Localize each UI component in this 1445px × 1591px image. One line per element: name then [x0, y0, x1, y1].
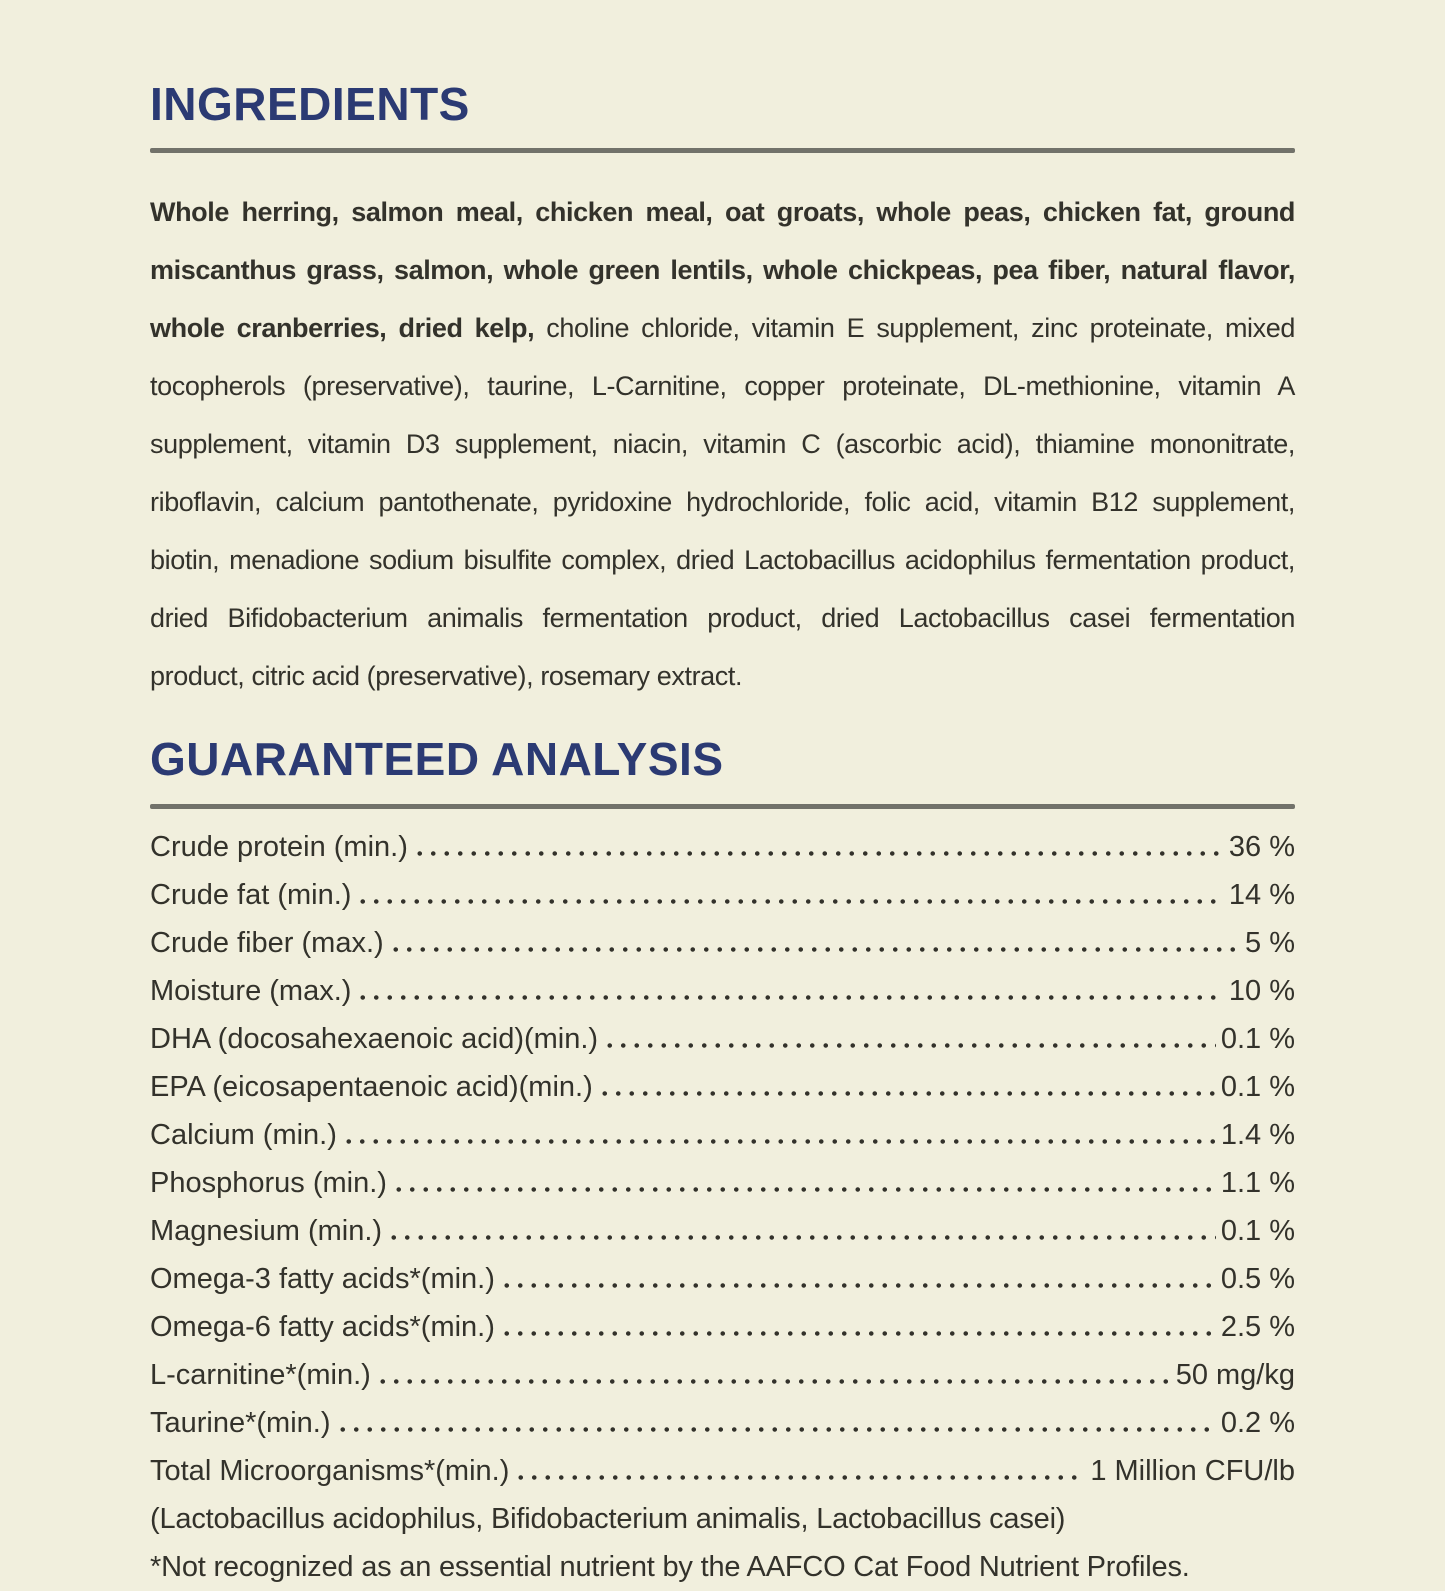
analysis-row: [150, 1399, 1295, 1447]
dot-leader: [500, 1283, 1216, 1288]
analysis-row-label: L-carnitine*(min.): [150, 1358, 371, 1391]
dot-leader: [356, 899, 1223, 904]
analysis-row-value: 0.5 %: [1220, 1262, 1295, 1295]
ingredients-heading: INGREDIENTS: [150, 78, 470, 130]
analysis-row-value: 0.1 %: [1220, 1070, 1295, 1103]
analysis-row: [150, 1015, 1295, 1063]
analysis-row-label: Crude protein (min.): [150, 830, 408, 863]
analysis-row-label: Taurine*(min.): [150, 1406, 331, 1439]
analysis-row: [150, 823, 1295, 871]
ingredients-paragraph: [150, 183, 1295, 705]
aafco-footnote: *Not recognized as an essential nutrient by the AAFCO Cat Food Nutrient Profiles.: [150, 1550, 1190, 1583]
analysis-row: [150, 919, 1295, 967]
analysis-row-value: 10 %: [1228, 974, 1295, 1007]
dot-leader: [413, 851, 1224, 856]
analysis-row-value: 1 Million CFU/lb: [1090, 1454, 1295, 1487]
analysis-row-label: EPA (eicosapentaenoic acid)(min.): [150, 1070, 593, 1103]
analysis-row: [150, 1255, 1295, 1303]
dot-leader: [376, 1379, 1171, 1384]
microorganisms-note: (Lactobacillus acidophilus, Bifidobacterium animalis, Lactobacillus casei): [150, 1502, 1066, 1535]
analysis-row-label: Crude fiber (max.): [150, 926, 384, 959]
analysis-row-value: 0.2 %: [1220, 1406, 1295, 1439]
analysis-row-label: Omega-6 fatty acids*(min.): [150, 1310, 495, 1343]
analysis-row: [150, 967, 1295, 1015]
analysis-row-label: Moisture (max.): [150, 974, 352, 1007]
dot-leader: [387, 1235, 1216, 1240]
analysis-row: [150, 1111, 1295, 1159]
ingredients-section: [150, 80, 1295, 705]
analysis-row: [150, 871, 1295, 919]
analysis-row-label: Omega-3 fatty acids*(min.): [150, 1262, 495, 1295]
analysis-row: [150, 1063, 1295, 1111]
analysis-row-value: 14 %: [1228, 878, 1295, 911]
ingredients-secondary-text: choline chloride, vitamin E supplement, zinc proteinate, mixed tocopherols (preservative), taurine, L-Carnitine, copper proteinate, DL-methionine, vitamin A supplement, vitamin D3 supplement, niacin, vitamin C (ascorbic acid), thiamine mononitrate, riboflavin, calcium pantothenate, pyridoxine hydrochloride, folic acid, vitamin B12 supplement, biotin, menadione sodium bisulfite complex, dried Lactobacillus acidophilus fermentation product, dried Bifidobacterium animalis fermentation product, dried Lactobacillus casei fermentation product, citric acid (preservative), rosemary extract.: [150, 313, 1295, 692]
guaranteed-analysis-section: [150, 735, 1295, 1590]
dot-leader: [598, 1091, 1216, 1096]
analysis-row-value: 0.1 %: [1220, 1214, 1295, 1247]
dot-leader: [356, 995, 1223, 1000]
analysis-row: [150, 1351, 1295, 1399]
analysis-row-value: 2.5 %: [1220, 1310, 1295, 1343]
dot-leader: [603, 1043, 1216, 1048]
dot-leader: [392, 1187, 1216, 1192]
ingredients-primary-text: Whole herring, salmon meal, chicken meal, oat groats, whole peas, chicken fat, ground miscanthus grass, salmon, whole green lentils, whole chickpeas, pea fiber, natural flavor, whole cranberries, dried kelp,: [150, 197, 1295, 344]
analysis-row: [150, 1447, 1295, 1495]
analysis-row-value: 5 %: [1245, 926, 1295, 959]
analysis-row-label: DHA (docosahexaenoic acid)(min.): [150, 1022, 599, 1055]
analysis-row-label: Total Microorganisms*(min.): [150, 1454, 510, 1487]
analysis-row-value: 1.1 %: [1220, 1166, 1295, 1199]
analysis-row-value: 1.4 %: [1220, 1118, 1295, 1151]
guaranteed-analysis-divider: [150, 804, 1295, 809]
analysis-row-value: 0.1 %: [1220, 1022, 1295, 1055]
analysis-row-label: Calcium (min.): [150, 1118, 337, 1151]
analysis-row-label: Magnesium (min.): [150, 1214, 383, 1247]
analysis-row-value: 36 %: [1228, 830, 1295, 863]
analysis-row: [150, 1159, 1295, 1207]
analysis-table: [150, 823, 1295, 1495]
dot-leader: [500, 1331, 1216, 1336]
guaranteed-analysis-heading: GUARANTEED ANALYSIS: [150, 733, 724, 786]
dot-leader: [342, 1139, 1216, 1144]
ingredients-divider: [150, 148, 1295, 153]
analysis-row-label: Phosphorus (min.): [150, 1166, 387, 1199]
analysis-row: [150, 1207, 1295, 1255]
dot-leader: [389, 947, 1240, 952]
analysis-row-label: Crude fat (min.): [150, 878, 352, 911]
dot-leader: [336, 1427, 1216, 1432]
dot-leader: [514, 1475, 1085, 1480]
analysis-row-value: 50 mg/kg: [1175, 1358, 1295, 1391]
analysis-row: [150, 1303, 1295, 1351]
